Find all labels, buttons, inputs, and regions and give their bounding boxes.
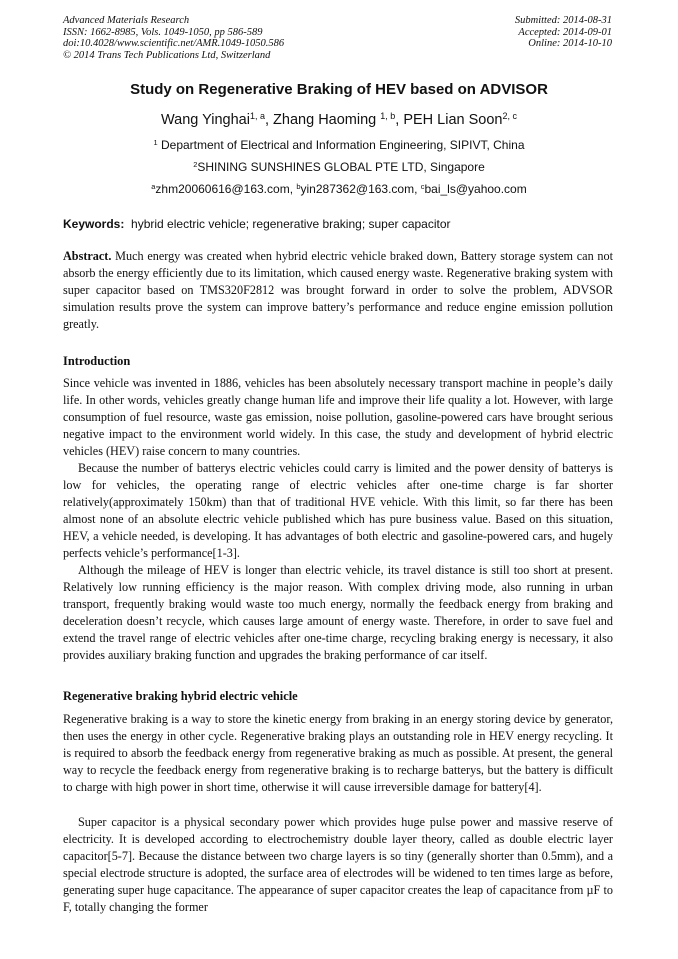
keywords-text: hybrid electric vehicle; regenerative braking; super capacitor — [131, 217, 451, 231]
emails-line — [0, 182, 678, 196]
section-heading: Regenerative braking hybrid electric vehicle — [63, 689, 298, 703]
author-name: PEH Lian Soon — [403, 112, 503, 128]
journal-name: Advanced Materials Research — [63, 15, 190, 26]
paragraph: Since vehicle was invented in 1886, vehicles has been absolutely necessary transport machine in people’s daily life. In other words, vehicles greatly change human life and improve their life quality a lot. However, with large consumption of fuel resource, waste gas emission, noise pollution, gasoline-powered cars have brought serious negative impact to the environment world widely. In this case, the study and development of hybrid electric vehicles (HEV) raise concern to many countries. — [63, 376, 613, 459]
email-sup: b — [296, 181, 301, 191]
email-address[interactable]: bai_ls@yahoo.com — [424, 182, 527, 196]
copyright: © 2014 Trans Tech Publications Ltd, Switzerland — [63, 49, 271, 61]
affiliation-2 — [0, 160, 678, 174]
author-sep: , — [264, 112, 274, 128]
online-date: Online: 2014-10-10 — [528, 38, 612, 50]
authors-line — [0, 112, 678, 128]
abstract — [63, 248, 613, 333]
email-address[interactable]: yin287362@163.com, — [300, 182, 421, 196]
paragraph: Super capacitor is a physical secondary power which provides huge pulse power and massive reserve of electricity. It is developed according to electrochemistry double layer theory, called as double electric layer capacitor[5-7]. Because the distance between two charge layers is so tiny (generally shorter than 0.5mm), and a special electrode structure is adopted, the surface area of electrodes will be widened to ten times large as before, generating super huge capacitance. The appearance of super capacitor creates the leap of capacitance from µF to F, totally changing the former — [63, 815, 613, 915]
affiliation-sup: 2 — [193, 159, 198, 169]
author-sep: , — [395, 112, 404, 128]
email-sup: c — [420, 181, 425, 191]
submitted-date: Submitted: 2014-08-31 — [514, 15, 612, 26]
section-heading: Introduction — [63, 354, 131, 368]
paragraph: Because the number of batterys electric vehicles could carry is limited and the power density of batterys is low for vehicles, the operating range of electric vehicles after one-time charge is far shorter relatively(approximately 150km) than that of traditional HVE vehicle. With this limit, so far there has been almost none of an absolute electric vehicle published which has pure business value. Based on this situation, HEV, a vehicle needed, is developing. It has advantages of both electric and gasoline-powered cars, and hugely perfects vehicle’s performance[1-3]. — [63, 461, 613, 561]
keywords-label: Keywords: — [63, 217, 125, 231]
affiliation-1 — [0, 138, 678, 152]
author-name: Zhang Haoming — [273, 112, 381, 128]
author-sup: 2, c — [502, 111, 517, 122]
issn: ISSN: 1662-8985, Vols. 1049-1050, pp 586-589 — [63, 26, 263, 38]
journal-header — [63, 15, 284, 61]
affiliation-text: Department of Electrical and Information Engineering, SIPIVT, China — [157, 138, 525, 152]
abstract-label: Abstract. — [63, 249, 112, 263]
keywords — [63, 217, 451, 231]
author-name: Wang Yinghai — [161, 112, 250, 128]
affiliation-sup: 1 — [153, 137, 158, 147]
author-sup: 1, a — [249, 111, 265, 122]
affiliation-text: SHINING SUNSHINES GLOBAL PTE LTD, Singapore — [197, 160, 485, 174]
email-address[interactable]: zhm20060616@163.com, — [155, 182, 297, 196]
email-sup: a — [151, 181, 156, 191]
paper-title: Study on Regenerative Braking of HEV based on ADVISOR — [130, 81, 548, 98]
paragraph: Although the mileage of HEV is longer than electric vehicle, its travel distance is still too short at present. Relatively low running efficiency is the major reason. With complex driving mode, also running in urban transport, frequently braking would waste too much energy, normally the feedback energy from braking and deceleration doesn’t recycle, which causes large amount of energy waste. Therefore, in order to save fuel and extend the travel range of electric vehicles after one-time charge, recycling braking energy is necessary, it also provides auxiliary braking function and upgrades the braking performance of car itself. — [63, 563, 613, 663]
paragraph: Regenerative braking is a way to store the kinetic energy from braking in an energy storing device by generator, then uses the energy in other cycle. Regenerative braking plays an outstanding role in HEV energy recycling. It is required to absorb the feedback energy from regenerative braking as much as possible. At present, the general way to recycle the feedback energy from regenerative braking is to recharge batterys, but the battery is difficult to charge with high power in short time, otherwise it will cause irreversible damage for battery[4]. — [63, 712, 613, 795]
author-sup: 1, b — [380, 111, 396, 122]
accepted-date: Accepted: 2014-09-01 — [518, 26, 612, 38]
dates-header — [515, 15, 612, 50]
abstract-text: Much energy was created when hybrid electric vehicle braked down, Battery storage system can not absorb the energy efficiently due to its limitation, which caused energy waste. Regenerative braking system with super capacitor based on TMS320F2812 was brought forward in order to solve the problem, ADVSOR simulation results prove the system can improve battery’s performance and reduce engine emission pollution greatly. — [63, 249, 613, 332]
doi[interactable]: doi:10.4028/www.scientific.net/AMR.1049-1050.586 — [63, 38, 285, 50]
